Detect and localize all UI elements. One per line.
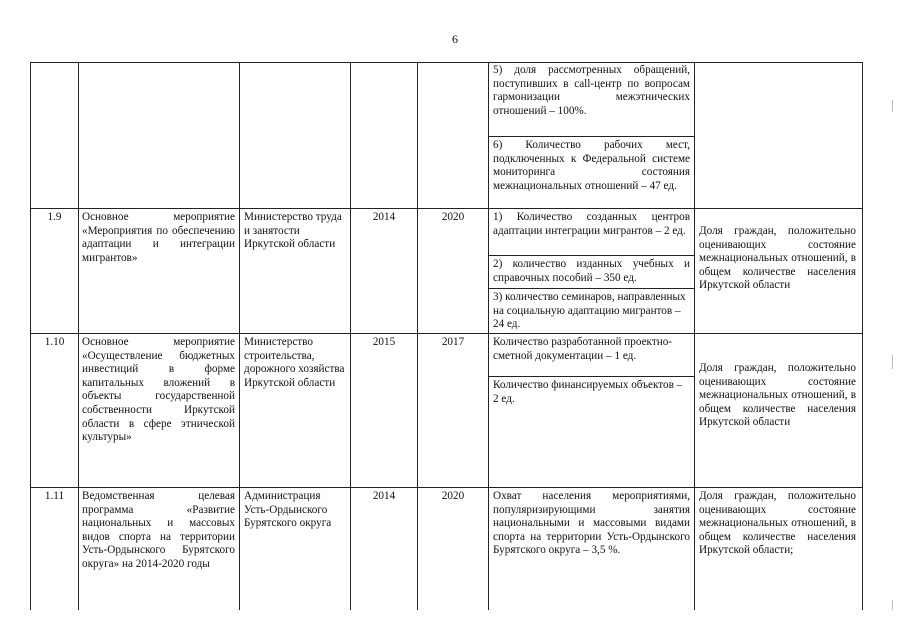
- row-number: 1.10: [44, 336, 65, 348]
- start-year: 2014: [372, 211, 396, 223]
- indicator-cell: 2) количество изданных учебных и справочных пособий – 350 ед.: [493, 258, 690, 284]
- executor: Министерство труда и занятости Иркутской области: [244, 211, 342, 251]
- row-number: 1.9: [47, 211, 62, 223]
- activity-name: Основное мероприятие «Мероприятия по обеспечению адаптации и интеграции мигрантов»: [82, 211, 235, 264]
- indicator-cell: 1) Количество созданных центров адаптации интеграции мигрантов – 2 ед.: [493, 211, 690, 237]
- scan-artifact: [892, 100, 893, 112]
- indicator-divider: [488, 376, 695, 377]
- indicator-divider: [488, 255, 695, 256]
- start-year: 2015: [372, 336, 396, 348]
- end-year: 2017: [441, 336, 465, 348]
- activity-name: Основное мероприятие «Осуществление бюджетных инвестиций в форме капитальных вложений в объекты государственной собственности Иркутской области в сфере этнической культуры»: [82, 336, 235, 444]
- scan-artifact: [892, 600, 893, 610]
- indicator-cell: Количество разработанной проектно-сметной документации – 1 ед.: [493, 336, 673, 362]
- executor: Администрация Усть-Ордынского Бурятского округа: [244, 490, 332, 530]
- indicator-cell: 6) Количество рабочих мест, подключенных к Федеральной системе мониторинга состояния межнациональных отношений – 47 ед.: [493, 139, 690, 192]
- indicator-cell: Охват населения мероприятиями, популяризирующими занятия национальными и массовыми видами спорта на территории Усть-Ордынского Бурятского округа – 3,5 %.: [493, 490, 690, 557]
- row-number: 1.11: [44, 490, 65, 502]
- expected-result: Доля граждан, положительно оценивающих состояние межнациональных отношений, в общем количестве населения Иркутской области: [699, 225, 856, 292]
- table-border-top: [30, 62, 863, 63]
- end-year: 2020: [441, 211, 465, 223]
- table-column-divider: [239, 62, 240, 610]
- table-border-right: [862, 62, 863, 610]
- page-number: 6: [452, 32, 458, 46]
- indicator-divider: [488, 136, 695, 137]
- scan-artifact: [892, 355, 893, 369]
- table-column-divider: [488, 62, 489, 610]
- table-column-divider: [78, 62, 79, 610]
- row-divider: [30, 487, 863, 488]
- indicator-divider: [488, 288, 695, 289]
- activity-name: Ведомственная целевая программа «Развитие национальных и массовых видов спорта на территории Усть-Ордынского Бурятского округа» на 2014-2020 годы: [82, 490, 235, 570]
- indicator-cell: 5) доля рассмотренных обращений, поступивших в call-центр по вопросам гармонизации межэтнических отношений – 100%.: [493, 64, 690, 117]
- start-year: 2014: [372, 490, 396, 502]
- expected-result: Доля граждан, положительно оценивающих состояние межнациональных отношений, в общем количестве населения Иркутской области;: [699, 490, 856, 557]
- indicator-cell: 3) количество семинаров, направленных на социальную адаптацию мигрантов – 24 ед.: [493, 291, 686, 331]
- end-year: 2020: [441, 490, 465, 502]
- row-divider: [30, 333, 863, 334]
- indicator-cell: Количество финансируемых объектов – 2 ед.: [493, 379, 683, 405]
- table-column-divider: [694, 62, 695, 610]
- expected-result: Доля граждан, положительно оценивающих состояние межнациональных отношений, в общем количестве населения Иркутской области: [699, 362, 856, 429]
- row-divider: [30, 208, 863, 209]
- executor: Министерство строительства, дорожного хозяйства Иркутской области: [244, 336, 345, 389]
